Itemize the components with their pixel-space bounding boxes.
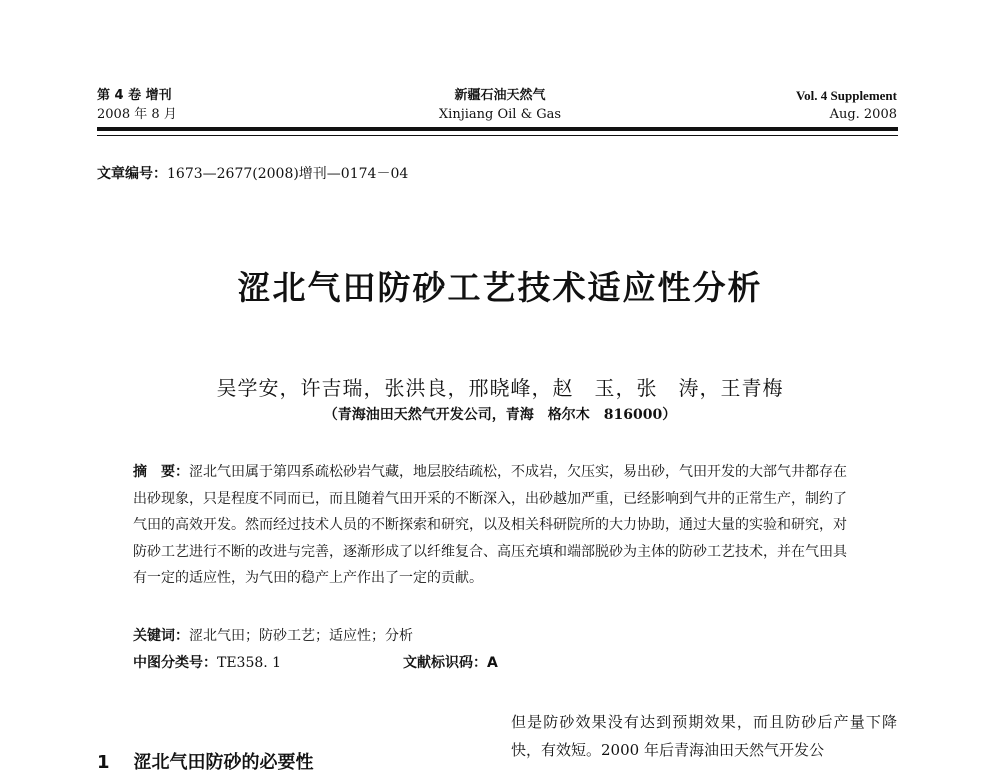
document-code (403, 652, 498, 672)
abstract-text: 涩北气田属于第四系疏松砂岩气藏，地层胶结疏松，不成岩，欠压实，易出砂，气田开发的大部气井都存在出砂现象，只是程度不同而已，而且随着气田开采的不断深入，出砂越加严重，已经影响到气井的正常生产，制约了气田的高效开发。然而经过技术人员的不断探索和研究，以及相关科研院所的大力协助，通过大量的实验和研究，对防砂工艺进行不断的改进与完善，逐渐形成了以纤维复合、高压充填和端部脱砂为主体的防砂工艺技术，并在气田具有一定的适应性，为气田的稳产上产作出了一定的贡献。 (133, 464, 847, 587)
header-journal-en: Xinjiang Oil & Gas (438, 107, 562, 122)
document-code-label: 文献标识码： (403, 655, 487, 671)
body-text-right-column: 但是防砂效果没有达到预期效果，而且防砂后产量下降快，有效短。2000 年后青海油田天然气开发公 (511, 713, 897, 759)
section-1-title: 涩北气田防砂的必要性 (133, 752, 314, 773)
article-number (97, 163, 408, 183)
section-1-number: 1 (97, 752, 110, 773)
article-number-label: 文章编号： (97, 166, 167, 182)
header-volume-cn: 第 4 卷 增刊 (97, 88, 172, 103)
header-date-en: Aug. 2008 (829, 107, 897, 122)
abstract-label: 摘 要： (133, 464, 189, 480)
keywords-text: 涩北气田；防砂工艺；适应性；分析 (189, 628, 413, 644)
header-journal-cn: 新疆石油天然气 (454, 88, 546, 103)
classification-value: TE358. 1 (217, 655, 282, 671)
affiliation: （青海油田天然气开发公司，青海 格尔木 816000） (323, 407, 677, 423)
header-rule-thin (97, 135, 898, 136)
section-1-heading (97, 748, 314, 774)
document-code-value: A (487, 655, 498, 671)
article-number-value: 1673—2677(2008)增刊—0174－04 (167, 166, 409, 182)
classification-label: 中图分类号： (133, 655, 217, 671)
author-list: 吴学安，许吉瑞，张洪良，邢晓峰，赵 玉，张 涛，王青梅 (216, 376, 784, 400)
paper-title: 涩北气田防砂工艺技术适应性分析 (237, 268, 763, 307)
classification-number (133, 652, 281, 672)
header-date-cn: 2008 年 8 月 (97, 107, 177, 122)
header-rule-thick (97, 127, 898, 131)
abstract (133, 459, 847, 592)
keywords-label: 关键词： (133, 628, 189, 644)
keywords (133, 625, 413, 645)
header-volume-en: Vol. 4 Supplement (795, 88, 897, 103)
